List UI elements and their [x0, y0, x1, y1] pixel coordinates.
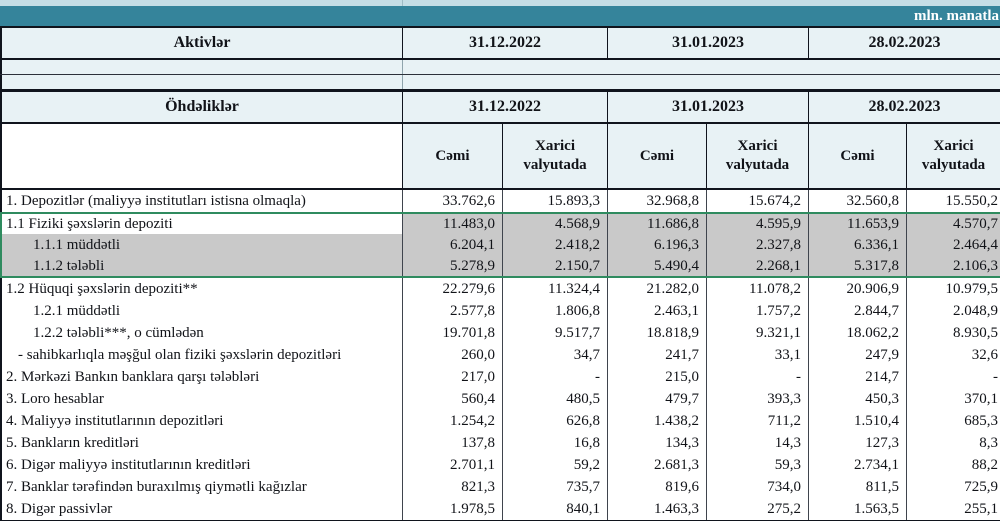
value-cell[interactable]: 11.483,0 [403, 214, 503, 234]
value-cell[interactable]: 5.278,9 [403, 256, 503, 276]
value-cell[interactable]: 127,3 [809, 432, 907, 454]
value-cell[interactable]: 2.701,1 [403, 454, 503, 476]
value-cell[interactable]: 811,5 [809, 476, 907, 498]
value-cell[interactable]: - [503, 366, 608, 388]
table-row [0, 212, 1000, 234]
value-cell[interactable]: 9.517,7 [503, 322, 608, 344]
value-cell[interactable]: 19.701,8 [403, 322, 503, 344]
value-cell[interactable]: 8.930,5 [953, 324, 998, 341]
row-label-cell[interactable]: 2. Mərkəzi Bankın banklara qarşı tələbləri [0, 366, 403, 388]
value-cell[interactable]: 241,7 [608, 344, 707, 366]
value-cell[interactable]: 2.150,7 [503, 256, 608, 276]
value-cell[interactable]: 1.806,8 [503, 300, 608, 322]
table-row [0, 388, 1000, 410]
liabilities-date-cell[interactable]: 31.01.2023 [608, 92, 809, 122]
value-cell[interactable]: 711,2 [707, 410, 809, 432]
value-cell[interactable]: 22.279,6 [403, 278, 503, 300]
table-row [0, 454, 1000, 476]
liabilities-title-cell[interactable]: Öhdəliklər [0, 92, 403, 122]
row-label-cell[interactable]: 1.1.1 müddətli [0, 234, 403, 256]
row-label-cell[interactable]: 7. Banklar tərəfindən buraxılmış qiymətli kağızlar [0, 476, 403, 498]
assets-header-row [0, 28, 1000, 60]
table-row [0, 256, 1000, 278]
value-cell[interactable]: 260,0 [403, 344, 503, 366]
row-label-cell[interactable]: 8. Digər passivlər [0, 498, 403, 520]
value-cell[interactable]: 1.438,2 [608, 410, 707, 432]
value-cell[interactable]: 2.464,4 [907, 234, 1000, 256]
value-cell[interactable]: 6.196,3 [608, 234, 707, 256]
value-cell[interactable]: 2.048,9 [953, 302, 998, 319]
table-row [0, 190, 1000, 212]
value-cell[interactable]: 15.893,3 [503, 190, 608, 212]
value-cell[interactable]: 4.595,9 [707, 214, 809, 234]
value-cell[interactable]: 21.282,0 [608, 278, 707, 300]
value-cell[interactable]: 480,5 [503, 388, 608, 410]
unit-band [0, 6, 1000, 28]
value-cell[interactable]: 11.324,4 [503, 278, 608, 300]
value-cell[interactable]: 734,0 [707, 476, 809, 498]
subheader-foreign-cell[interactable]: Xarici valyutada [707, 124, 809, 188]
value-cell[interactable]: 1.978,5 [403, 498, 503, 520]
table-row [0, 234, 1000, 256]
value-cell[interactable]: 11.653,9 [809, 214, 907, 234]
value-cell[interactable]: 10.979,5 [945, 280, 998, 297]
value-cell[interactable]: 6.204,1 [403, 234, 503, 256]
assets-date-cell[interactable]: 31.01.2023 [608, 28, 809, 58]
value-cell[interactable]: 34,7 [503, 344, 608, 366]
value-cell[interactable]: 214,7 [809, 366, 907, 388]
value-cell[interactable]: 1.463,3 [608, 498, 707, 520]
value-cell[interactable]: 59,3 [707, 454, 809, 476]
value-cell[interactable]: 247,9 [809, 344, 907, 366]
value-cell[interactable]: 32.968,8 [608, 190, 707, 212]
value-cell[interactable]: 2.463,1 [608, 300, 707, 322]
liabilities-date-cell[interactable]: 31.12.2022 [403, 92, 608, 122]
value-cell[interactable]: 14,3 [707, 432, 809, 454]
unit-label: mln. manatla [913, 7, 999, 24]
value-cell[interactable]: 20.906,9 [809, 278, 907, 300]
spacer-cell [403, 75, 1000, 89]
row-label-cell[interactable]: 1.2.2 tələbli***, o cümlədən [0, 322, 403, 344]
table-row [0, 278, 1000, 300]
value-cell[interactable]: 450,3 [809, 388, 907, 410]
value-cell[interactable]: - [707, 366, 809, 388]
value-cell[interactable]: 5.490,4 [608, 256, 707, 276]
table-row [0, 476, 1000, 498]
value-cell[interactable]: 4.570,7 [907, 214, 1000, 234]
value-cell[interactable]: 15.550,2 [945, 192, 998, 209]
value-cell[interactable]: 32,6 [971, 346, 998, 363]
subheader-foreign-cell[interactable]: Xarici valyutada [503, 124, 608, 188]
spacer-cell [0, 60, 403, 74]
value-cell[interactable]: 255,1 [964, 500, 998, 517]
value-cell[interactable]: 18.062,2 [809, 322, 907, 344]
value-cell[interactable]: 59,2 [503, 454, 608, 476]
value-cell[interactable]: - [993, 368, 998, 385]
value-cell[interactable]: 840,1 [503, 498, 608, 520]
value-cell[interactable]: 134,3 [608, 432, 707, 454]
value-cell[interactable]: 215,0 [608, 366, 707, 388]
value-cell[interactable]: 2.268,1 [707, 256, 809, 276]
row-label-cell[interactable]: 1.1.2 tələbli [0, 256, 403, 276]
value-cell[interactable]: 8,3 [979, 434, 998, 451]
value-cell[interactable]: 217,0 [403, 366, 503, 388]
top-strip [0, 0, 1000, 6]
value-cell[interactable]: 32.560,8 [809, 190, 907, 212]
value-cell[interactable]: 626,8 [503, 410, 608, 432]
value-cell[interactable]: 1.254,2 [403, 410, 503, 432]
row-label-cell[interactable]: 5. Bankların kreditləri [0, 432, 403, 454]
value-cell[interactable]: 88,2 [971, 456, 998, 473]
value-cell[interactable]: 2.681,3 [608, 454, 707, 476]
value-cell[interactable]: 2.734,1 [809, 454, 907, 476]
value-cell[interactable]: 275,2 [707, 498, 809, 520]
subheader-total-cell[interactable]: Cəmi [809, 124, 907, 188]
row-label-cell[interactable]: 3. Loro hesablar [0, 388, 403, 410]
table-row [0, 410, 1000, 432]
spacer-cell [0, 75, 403, 89]
value-cell[interactable]: 33.762,6 [403, 190, 503, 212]
value-cell[interactable]: 560,4 [403, 388, 503, 410]
table-row [0, 498, 1000, 521]
value-cell[interactable]: 5.317,8 [809, 256, 907, 276]
subheader-empty-cell[interactable] [0, 124, 403, 188]
value-cell[interactable]: 2.844,7 [809, 300, 907, 322]
row-label-cell[interactable]: 1.2.1 müddətli [0, 300, 403, 322]
value-cell[interactable]: 2.106,3 [907, 256, 1000, 276]
row-label-cell[interactable]: 4. Maliyyə institutlarının depozitləri [0, 410, 403, 432]
value-cell[interactable]: 393,3 [707, 388, 809, 410]
value-cell[interactable]: 2.418,2 [503, 234, 608, 256]
row-label-cell[interactable]: 1.1 Fiziki şəxslərin depoziti [0, 214, 403, 234]
value-cell[interactable]: 137,8 [403, 432, 503, 454]
value-cell[interactable]: 821,3 [403, 476, 503, 498]
value-cell[interactable]: 16,8 [503, 432, 608, 454]
value-cell[interactable]: 15.674,2 [707, 190, 809, 212]
spacer-row [0, 75, 1000, 92]
table-row [0, 432, 1000, 454]
row-label-cell[interactable]: 1. Depozitlər (maliyyə institutları istisna olmaqla) [0, 190, 403, 212]
value-cell[interactable]: 735,7 [503, 476, 608, 498]
assets-date-cell[interactable]: 31.12.2022 [403, 28, 608, 58]
table-row [0, 300, 1000, 322]
value-cell[interactable]: 11.078,2 [707, 278, 809, 300]
spacer-row [0, 60, 1000, 75]
value-cell[interactable]: 370,1 [964, 390, 998, 407]
assets-date-cell[interactable]: 28.02.2023 [868, 34, 941, 51]
subheader-total-cell[interactable]: Cəmi [403, 124, 503, 188]
top-strip-left-segment [0, 0, 403, 6]
value-cell[interactable]: 11.686,8 [608, 214, 707, 234]
table-row [0, 322, 1000, 344]
value-cell[interactable]: 1.757,2 [707, 300, 809, 322]
value-cell[interactable]: 1.510,4 [809, 410, 907, 432]
value-cell[interactable]: 4.568,9 [503, 214, 608, 234]
spacer-cell [403, 60, 1000, 74]
value-cell[interactable]: 18.818,9 [608, 322, 707, 344]
row-label-cell[interactable]: - sahibkarlıqla məşğul olan fiziki şəxslərin depozitləri [0, 344, 403, 366]
top-strip-right-segment [403, 0, 1000, 6]
table-row [0, 366, 1000, 388]
table-body [0, 190, 1000, 521]
table-row [0, 344, 1000, 366]
row-label-cell[interactable]: 1.2 Hüquqi şəxslərin depoziti** [0, 278, 403, 300]
liabilities-header-row [0, 92, 1000, 124]
subheader-total-cell[interactable]: Cəmi [608, 124, 707, 188]
subheader-foreign-cell[interactable]: Xarici valyutada [907, 124, 1000, 188]
row-label-cell[interactable]: 6. Digər maliyyə institutlarının kreditləri [0, 454, 403, 476]
value-cell[interactable]: 2.577,8 [403, 300, 503, 322]
value-cell[interactable]: 2.327,8 [707, 234, 809, 256]
assets-title-cell[interactable]: Aktivlər [0, 28, 403, 58]
value-cell[interactable]: 479,7 [608, 388, 707, 410]
value-cell[interactable]: 33,1 [707, 344, 809, 366]
value-cell[interactable]: 1.563,5 [809, 498, 907, 520]
value-cell[interactable]: 6.336,1 [809, 234, 907, 256]
subcolumn-header-row [0, 124, 1000, 190]
value-cell[interactable]: 685,3 [964, 412, 998, 429]
value-cell[interactable]: 9.321,1 [707, 322, 809, 344]
value-cell[interactable]: 725,9 [964, 478, 998, 495]
liabilities-date-cell[interactable]: 28.02.2023 [868, 98, 941, 115]
value-cell[interactable]: 819,6 [608, 476, 707, 498]
